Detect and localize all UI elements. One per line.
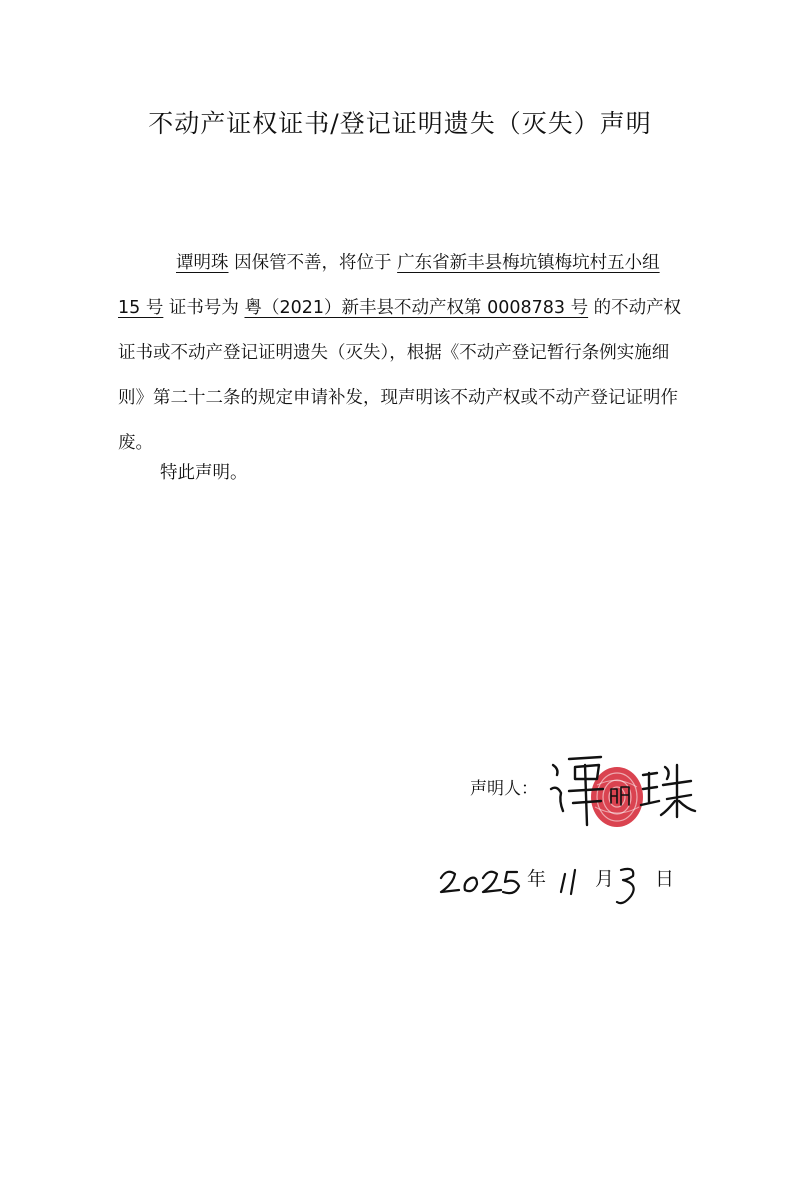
date-line xyxy=(435,850,695,910)
year-label: 年 xyxy=(527,868,547,890)
certificate-number: 粤（2021）新丰县不动产权第 0008783 号 xyxy=(244,298,589,318)
statement-paragraph xyxy=(118,241,686,466)
text-segment-1: 因保管不善，将位于 xyxy=(228,253,398,273)
statement-body xyxy=(118,241,686,466)
text-segment-3: 的不动产权证书或不动产登记证明遗失（灭失），根据《不动产登记暂行条例实施细则》第二十二条的规定申请补发，现声明该不动产权或不动产登记证明作废。 xyxy=(118,298,682,453)
document-title: 不动产证权证书/登记证明遗失（灭失）声明 xyxy=(148,109,652,138)
day-label: 日 xyxy=(655,868,675,890)
owner-name: 谭明珠 xyxy=(176,253,229,273)
text-segment-2: 证书号为 xyxy=(163,298,245,318)
signer-label: 声明人： xyxy=(470,779,538,799)
property-address: 广东省新丰县梅坑镇梅坑村五小组 15 号 xyxy=(118,253,660,318)
month-label: 月 xyxy=(595,868,615,890)
signature-with-fingerprint xyxy=(545,745,705,835)
closing-line: 特此声明。 xyxy=(160,463,248,483)
